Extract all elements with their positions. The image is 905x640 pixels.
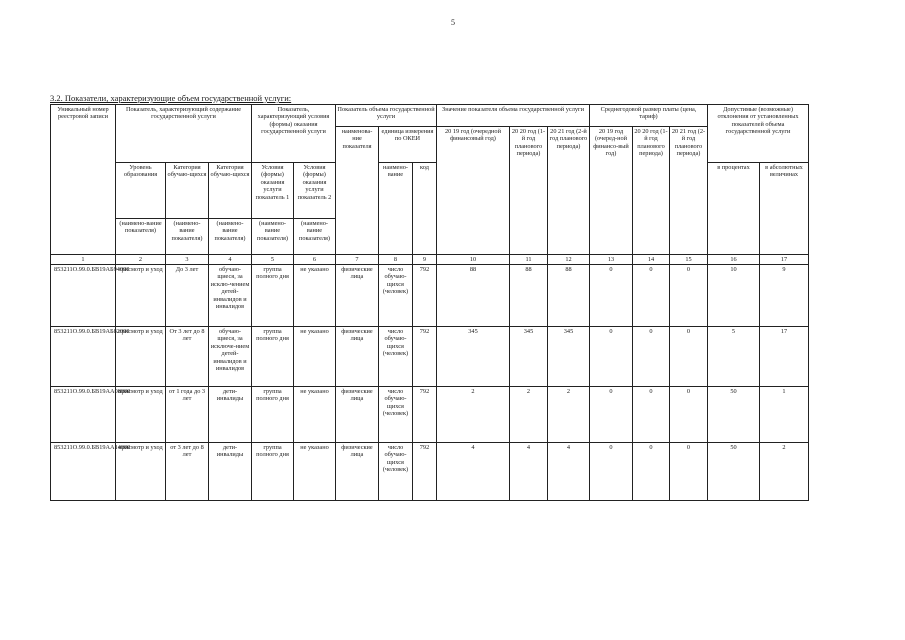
- column-number-16: [707, 254, 759, 264]
- column-number-17-text: 17: [780, 256, 788, 263]
- column-number-16-text: 16: [730, 256, 737, 263]
- table-row-2-person: [335, 326, 378, 386]
- page-number: 5: [451, 18, 455, 27]
- table-row-4-code: [50, 442, 131, 500]
- table-row-1-f3-text: 0: [686, 266, 691, 273]
- table-row-4-form: [293, 442, 335, 500]
- table-row-4-pct-text: 50: [730, 444, 737, 451]
- table-row-1-v2: [509, 264, 547, 326]
- table-row-2-f3-text: 0: [686, 328, 691, 335]
- table-row-4-unit-text: число обучаю-щихся (человек): [382, 444, 409, 474]
- table-row-4-category-text: дети-инвалиды: [216, 444, 244, 459]
- table-row-1-pct: [707, 264, 759, 326]
- header-sub-name-2-text: (наимено-вание показателя): [171, 220, 203, 242]
- header-unit: [378, 126, 436, 162]
- header-unit-name: [378, 162, 412, 254]
- column-number-3: [165, 254, 208, 264]
- column-number-2-text: 2: [138, 256, 143, 263]
- table-row-2-group-text: группа полного дня: [256, 328, 289, 343]
- table-row-1-group: [251, 264, 293, 326]
- column-number-13: [589, 254, 632, 264]
- header-fee-1: [589, 126, 632, 254]
- table-row-3-f3: [669, 386, 707, 442]
- header-unique-number: [50, 104, 115, 254]
- table-row-1-f3: [669, 264, 707, 326]
- column-number-15: [669, 254, 707, 264]
- table-bottom-border: [50, 500, 809, 501]
- table-row-2-f1: [589, 326, 632, 386]
- table-row-2-okei: [412, 326, 436, 386]
- header-conditions-indicator: [251, 104, 335, 162]
- header-education-level-text: Уровень образования: [123, 164, 158, 179]
- header-deviations: [707, 104, 808, 162]
- table-row-3-v2-text: 2: [526, 388, 531, 395]
- table-row-3-f2: [632, 386, 669, 442]
- table-row-2-code: [50, 326, 130, 386]
- table-row-1-service-text: присмотр и уход: [118, 266, 163, 273]
- column-number-13-text: 13: [607, 256, 615, 263]
- table-row-4-service-text: присмотр и уход: [118, 444, 163, 451]
- header-student-category-1: [165, 162, 208, 218]
- table-row-3-okei-text: 792: [419, 388, 430, 395]
- table-row-2-unit: [378, 326, 412, 386]
- table-row-2-category: [208, 326, 251, 386]
- table-row-3-f1-text: 0: [609, 388, 613, 395]
- table-row-2-v2-text: 345: [523, 328, 534, 335]
- table-row-3-f1: [589, 386, 632, 442]
- header-unit-text: единица измерения по ОКЕИ: [381, 128, 434, 143]
- table-row-4-form-text: не указано: [300, 444, 329, 451]
- table-row-3-v1: [436, 386, 509, 442]
- column-number-11: [509, 254, 547, 264]
- header-fee-2: [632, 126, 669, 254]
- table-row-4-f2-text: 0: [649, 444, 653, 451]
- table-row-1-group-text: группа полного дня: [256, 266, 289, 281]
- header-avg-fee: [589, 104, 707, 126]
- header-unit-code-text: код: [420, 164, 429, 171]
- table-row-3-category: [208, 386, 251, 442]
- table-row-2-f2: [632, 326, 669, 386]
- column-number-2: [115, 254, 165, 264]
- table-row-2-service: [115, 326, 165, 386]
- table-row-3-age-text: от 1 года до 3 лет: [168, 388, 206, 403]
- column-number-6: [293, 254, 335, 264]
- header-unique-number-text: Уникальный номер реестровой записи: [57, 106, 109, 121]
- header-year-1-text: 20 19 год (очередной финансовый год): [445, 128, 501, 143]
- table-row-4-f3-text: 0: [686, 444, 691, 451]
- header-sub-name-2: [165, 218, 208, 254]
- table-row-2-pct-text: 5: [731, 328, 736, 335]
- table-row-4-group: [251, 442, 293, 500]
- table-row-1-v3-text: 88: [565, 266, 572, 273]
- table-row-4-abs: [759, 442, 808, 500]
- table-row-1-person: [335, 264, 378, 326]
- header-fee-3: [669, 126, 707, 254]
- column-number-14-text: 14: [647, 256, 655, 263]
- table-row-1-f2: [632, 264, 669, 326]
- table-row-1-age-text: До 3 лет: [175, 266, 199, 273]
- column-number-8-text: 8: [393, 256, 398, 263]
- column-number-8: [378, 254, 412, 264]
- table-row-4-service: [115, 442, 165, 500]
- header-year-3: [547, 126, 589, 254]
- column-number-6-text: 6: [312, 256, 317, 263]
- header-year-1: [436, 126, 509, 254]
- header-fee-1-text: 20 19 год (очеред-ной финансо-вый год): [593, 128, 629, 158]
- table-row-1-okei-text: 792: [419, 266, 430, 273]
- table-row-3-person: [335, 386, 378, 442]
- header-volume-indicator-text: Показатель объема государственной услуги: [337, 106, 435, 121]
- header-absolute: [759, 162, 808, 254]
- table-row-3-okei: [412, 386, 436, 442]
- header-sub-name-5: [293, 218, 335, 254]
- table-row-2-form: [293, 326, 335, 386]
- header-year-2: [509, 126, 547, 254]
- table-row-3-v1-text: 2: [471, 388, 475, 395]
- column-number-1: [50, 254, 115, 264]
- header-condition-1: [251, 162, 293, 218]
- table-row-2-v3-text: 345: [563, 328, 574, 335]
- column-number-9-text: 9: [422, 256, 427, 263]
- table-row-4-v3-text: 4: [566, 444, 571, 451]
- table-row-2-category-text: обучаю-щиеся, за исключе-нием детей-инвалидов и инвалидов: [210, 328, 250, 373]
- column-number-3-text: 3: [185, 256, 189, 263]
- table-row-4-group-text: группа полного дня: [256, 444, 289, 459]
- table-row-1-abs-text: 9: [782, 266, 786, 273]
- header-indicator-name-text: наименова-ние показателя: [341, 128, 373, 150]
- column-number-17: [759, 254, 808, 264]
- table-row-3-person-text: физические лица: [341, 388, 373, 403]
- header-absolute-text: в абсолютных величинах: [765, 164, 803, 179]
- header-year-3-text: 20 21 год (2-й год планового периода): [549, 128, 588, 150]
- column-number-14: [632, 254, 669, 264]
- table-row-4-person: [335, 442, 378, 500]
- header-unit-name-text: наимено-вание: [383, 164, 408, 179]
- table-row-2-person-text: физические лица: [341, 328, 373, 343]
- table-row-1-f1-text: 0: [609, 266, 613, 273]
- table-row-4-unit: [378, 442, 412, 500]
- table-row-1-form: [293, 264, 335, 326]
- table-row-1-pct-text: 10: [730, 266, 737, 273]
- header-avg-fee-text: Среднегодовой размер платы (цена, тариф): [600, 106, 697, 121]
- table-row-2-service-text: присмотр и уход: [118, 328, 163, 335]
- table-row-1-abs: [759, 264, 808, 326]
- table-row-4-code-text: 853211О.99.0.БВ19АА14000: [54, 444, 131, 451]
- table-row-3-service-text: присмотр и уход: [118, 388, 163, 395]
- header-sub-name-4: [251, 218, 293, 254]
- table-row-3-unit-text: число обучаю-щихся (человек): [382, 388, 409, 418]
- header-sub-name-4-text: (наимено-вание показателя): [256, 220, 289, 242]
- table-row-2-group: [251, 326, 293, 386]
- table-row-1-okei: [412, 264, 436, 326]
- header-content-indicator: [115, 104, 251, 162]
- header-condition-1-text: Условия (формы) оказания услуги показатель 1: [255, 164, 290, 201]
- table-row-2-v2: [509, 326, 547, 386]
- column-number-4-text: 4: [228, 256, 232, 263]
- header-sub-name-3: [208, 218, 251, 254]
- header-condition-2: [293, 162, 335, 218]
- header-student-category-1-text: Категория обучаю-щихся: [167, 164, 207, 179]
- table-row-3-group: [251, 386, 293, 442]
- table-right-border: [808, 104, 809, 500]
- header-conditions-indicator-text: Показатель, характеризующий условия (формы) оказания государственной услуги: [257, 106, 330, 136]
- table-row-1-code: [50, 264, 130, 326]
- table-row-1-f2-text: 0: [649, 266, 653, 273]
- table-row-1-v2-text: 88: [525, 266, 532, 273]
- table-row-4-age-text: от 3 лет до 8 лет: [170, 444, 204, 459]
- table-row-1-v1: [436, 264, 509, 326]
- table-row-3-f3-text: 0: [686, 388, 691, 395]
- table-row-3-code: [50, 386, 131, 442]
- table-row-2-v1: [436, 326, 509, 386]
- table-row-1-category-text: обучаю-щиеся, за исклю-чением детей-инвалидов и инвалидов: [210, 266, 250, 311]
- header-percent: [707, 162, 759, 254]
- header-student-category-2: [208, 162, 251, 218]
- header-fee-3-text: 20 21 год (2-й год планового периода): [671, 128, 706, 158]
- header-volume-indicator: [335, 104, 436, 126]
- table-row-2-form-text: не указано: [300, 328, 329, 335]
- header-content-indicator-text: Показатель, характеризующий содержание государственной услуги: [125, 106, 242, 121]
- table-row-2-f2-text: 0: [649, 328, 653, 335]
- table-row-3-v3-text: 2: [566, 388, 571, 395]
- table-row-3-group-text: группа полного дня: [256, 388, 289, 403]
- table-row-3-v2: [509, 386, 547, 442]
- table-row-1-age: [165, 264, 208, 326]
- table-row-1-category: [208, 264, 251, 326]
- table-row-3-form-text: не указано: [300, 388, 329, 395]
- table-row-3-category-text: дети-инвалиды: [216, 388, 244, 403]
- table-row-3-pct: [707, 386, 759, 442]
- table-row-4-okei: [412, 442, 436, 500]
- header-sub-name-1-text: (наимено-вание показателя): [119, 220, 162, 235]
- header-deviations-text: Допустимые (возможные) отклонения от установленных показателей объема государственной услуги: [717, 106, 799, 136]
- table-row-1-service: [115, 264, 165, 326]
- column-number-7-text: 7: [355, 256, 359, 263]
- table-row-2-abs: [759, 326, 808, 386]
- table-row-4-v1: [436, 442, 509, 500]
- table-row-2-f3: [669, 326, 707, 386]
- table-row-3-abs-text: 1: [782, 388, 786, 395]
- table-row-3-v3: [547, 386, 589, 442]
- header-student-category-2-text: Категория обучаю-щихся: [210, 164, 250, 179]
- table-row-1-person-text: физические лица: [341, 266, 373, 281]
- header-fee-2-text: 20 20 год (1-й год планового периода): [634, 128, 668, 158]
- table-row-4-age: [165, 442, 208, 500]
- table-row-2-pct: [707, 326, 759, 386]
- table-row-2-v1-text: 345: [468, 328, 478, 335]
- table-row-2-age: [165, 326, 208, 386]
- table-row-3-age: [165, 386, 208, 442]
- table-row-3-form: [293, 386, 335, 442]
- table-row-4-v1-text: 4: [471, 444, 475, 451]
- column-number-15-text: 15: [685, 256, 692, 263]
- table-row-4-okei-text: 792: [419, 444, 430, 451]
- table-row-4-category: [208, 442, 251, 500]
- column-number-12: [547, 254, 589, 264]
- header-unit-code: [412, 162, 436, 254]
- table-row-4-person-text: физические лица: [341, 444, 373, 459]
- header-year-2-text: 20 20 год (1-й год планового периода): [511, 128, 546, 158]
- column-number-11-text: 11: [525, 256, 532, 263]
- table-row-4-v2: [509, 442, 547, 500]
- header-sub-name-5-text: (наимено-вание показателя): [298, 220, 331, 242]
- header-volume-value: [436, 104, 589, 126]
- table-row-3-f2-text: 0: [649, 388, 653, 395]
- header-indicator-name: [335, 126, 378, 254]
- header-education-level: [115, 162, 165, 218]
- table-row-3-code-text: 853211О.99.0.БВ19АА08000: [54, 388, 131, 395]
- header-volume-value-text: Значение показателя объема государственной услуги: [442, 106, 584, 113]
- column-number-4: [208, 254, 251, 264]
- table-row-2-code-text: 853211О.99.0.БВ19АБ82000: [54, 328, 130, 335]
- column-number-10: [436, 254, 509, 264]
- column-number-5: [251, 254, 293, 264]
- table-row-1-code-text: 853211О.99.0.БВ19АБ94000: [54, 266, 130, 273]
- table-row-2-f1-text: 0: [609, 328, 613, 335]
- table-row-2-unit-text: число обучаю-щихся (человек): [382, 328, 409, 358]
- header-sub-name-1: [115, 218, 165, 254]
- table-row-1-v1-text: 88: [469, 266, 477, 273]
- column-number-10-text: 10: [469, 256, 477, 263]
- table-row-4-f1: [589, 442, 632, 500]
- table-row-2-v3: [547, 326, 589, 386]
- column-number-1-text: 1: [81, 256, 85, 263]
- table-row-4-f1-text: 0: [609, 444, 613, 451]
- section-title: 3.2. Показатели, характеризующие объем государственной услуги:: [50, 93, 292, 103]
- table-row-3-pct-text: 50: [730, 388, 737, 395]
- table-row-4-v3: [547, 442, 589, 500]
- table-row-1-unit-text: число обучаю-щихся (человек): [382, 266, 409, 296]
- header-percent-text: в процентах: [717, 164, 750, 171]
- table-row-1-unit: [378, 264, 412, 326]
- table-row-4-pct: [707, 442, 759, 500]
- table-row-4-abs-text: 2: [782, 444, 786, 451]
- column-number-9: [412, 254, 436, 264]
- header-condition-2-text: Условия (формы) оказания услуги показатель 2: [297, 164, 332, 201]
- table-row-1-v3: [547, 264, 589, 326]
- table-row-3-abs: [759, 386, 808, 442]
- table-row-4-f3: [669, 442, 707, 500]
- table-row-4-v2-text: 4: [526, 444, 531, 451]
- table-row-2-age-text: От 3 лет до 8 лет: [169, 328, 205, 343]
- table-row-1-form-text: не указано: [300, 266, 329, 273]
- column-number-7: [335, 254, 378, 264]
- column-number-12-text: 12: [565, 256, 572, 263]
- header-sub-name-3-text: (наимено-вание показателя): [214, 220, 246, 242]
- table-row-2-okei-text: 792: [419, 328, 430, 335]
- table-row-3-service: [115, 386, 165, 442]
- table-row-4-f2: [632, 442, 669, 500]
- table-row-2-abs-text: 17: [780, 328, 788, 335]
- table-row-1-f1: [589, 264, 632, 326]
- column-number-5-text: 5: [270, 256, 275, 263]
- table-row-3-unit: [378, 386, 412, 442]
